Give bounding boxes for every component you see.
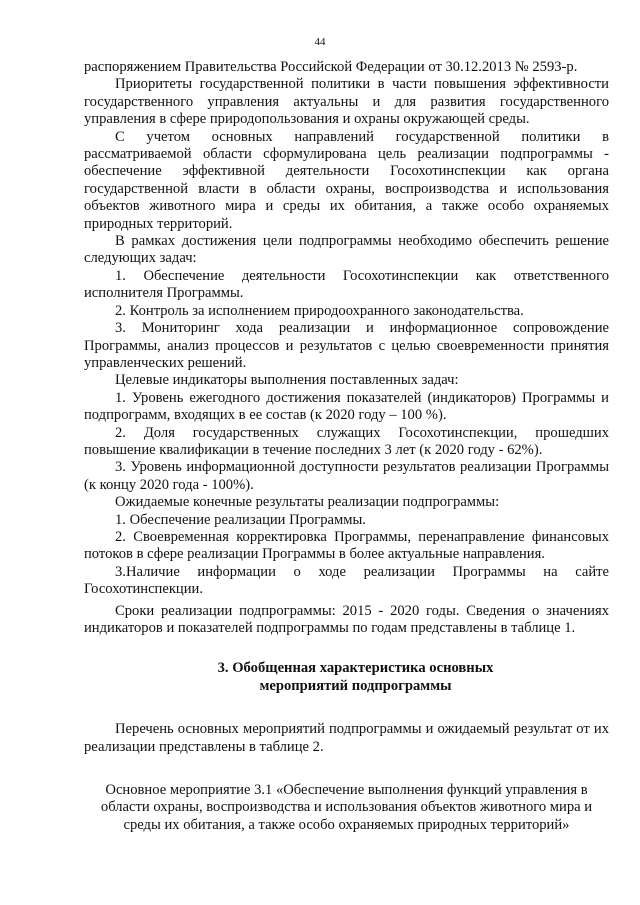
list-item: 3.Наличие информации о ходе реализации Программы на сайте Госохотинспекции.	[84, 563, 609, 598]
list-item: 1. Обеспечение деятельности Госохотинспекции как ответственного исполнителя Программы.	[84, 267, 609, 302]
paragraph: С учетом основных направлений государственной политики в рассматриваемой области сформулирована цель реализации подпрограммы - обеспечение эффективной деятельности Госохотинспекции как органа государственной власти в области охраны, воспроизводства и использования объектов животного мира и среды их обитания, а также особо охраняемых природных территорий.	[84, 128, 609, 232]
paragraph: распоряжением Правительства Российской Федерации от 30.12.2013 № 2593-р.	[84, 59, 578, 75]
paragraph: Приоритеты государственной политики в части повышения эффективности государственного управления актуальны и для развития государственного управления в сфере природопользования и охраны окружающей среды.	[84, 76, 609, 128]
paragraph: Сроки реализации подпрограммы: 2015 - 2020 годы. Сведения о значениях индикаторов и показателей подпрограммы по годам представлены в таблице 1.	[84, 602, 609, 636]
paragraph: В рамках достижения цели подпрограммы необходимо обеспечить решение следующих задач:	[84, 233, 609, 267]
list-item: 1. Уровень ежегодного достижения показателей (индикаторов) Программы и подпрограмм, входящих в ее состав (к 2020 году – 100 %).	[84, 389, 609, 424]
page-number: 44	[314, 36, 326, 48]
list-item: 3. Мониторинг хода реализации и информационное сопровождение Программы, анализ процессов и результатов с целью своевременности принятия управленческих решений.	[84, 320, 609, 371]
section-heading	[84, 660, 609, 695]
paragraph: Ожидаемые конечные результаты реализации подпрограммы:	[115, 494, 500, 511]
document-body	[84, 59, 609, 834]
list-item: 2. Контроль за исполнением природоохранного законодательства.	[115, 302, 524, 319]
activity-title: Основное мероприятие 3.1 «Обеспечение выполнения функций управления в области охраны, воспроизводства и использования объектов животного мира и среды их обитания, а также особо охраняемых природных территорий»	[100, 782, 593, 833]
list-item: 1. Обеспечение реализации Программы.	[115, 511, 366, 528]
intro-paragraph: Перечень основных мероприятий подпрограммы и ожидаемый результат от их реализации представлены в таблице 2.	[84, 721, 609, 755]
list-item: 2. Доля государственных служащих Госохотинспекции, прошедших повышение квалификации в течение последних 3 лет (к 2020 году - 62%).	[84, 424, 609, 458]
section-heading-line: мероприятий подпрограммы	[259, 677, 452, 694]
list-item: 3. Уровень информационной доступности результатов реализации Программы (к концу 2020 года - 100%).	[84, 459, 609, 493]
list-item: 2. Своевременная корректировка Программы, перенаправление финансовых потоков в сфере реализации Программы в более актуальные направления.	[84, 528, 609, 563]
paragraph: Целевые индикаторы выполнения поставленных задач:	[115, 372, 459, 389]
section-heading-line: 3. Обобщенная характеристика основных	[217, 660, 494, 677]
